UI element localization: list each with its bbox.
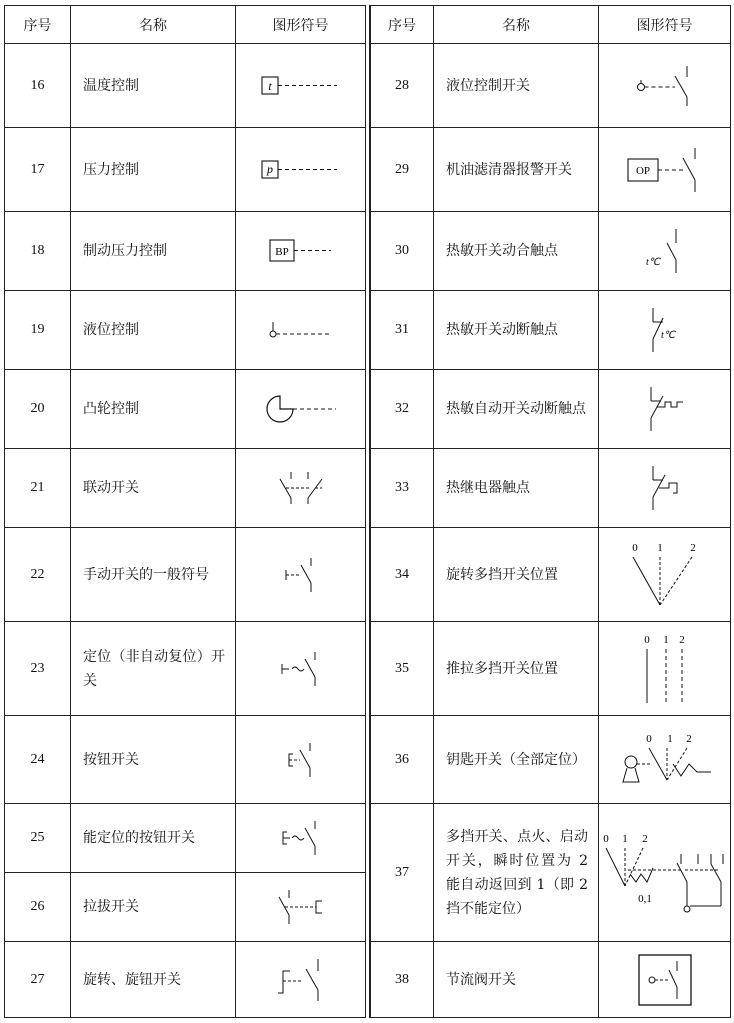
symbol-label: t℃ [645,257,660,268]
table-row [5,804,366,873]
row-number: 26 [5,873,71,942]
row-name: 能定位的按钮开关 [71,804,236,873]
table-row [5,291,366,370]
header-row [371,6,731,44]
position-label: 2 [678,633,685,646]
table-row [5,212,366,291]
row-number: 16 [5,44,71,128]
row-name: 多挡开关、点火、启动开关，瞬时位置为 2 能自动返回到 1（即 2 挡不能定位） [434,804,599,942]
row-name: 按钮开关 [71,716,236,804]
row-name: 凸轮控制 [71,370,236,449]
row-number: 25 [5,804,71,873]
table-row [371,622,731,716]
position-label: 1 [656,541,663,554]
thermal-nc-contact-icon [645,306,685,354]
row-number: 37 [371,804,434,942]
latching-push-button-icon [280,820,322,856]
row-name: 热继电器触点 [434,449,599,528]
row-number: 30 [371,212,434,291]
level-control-switch-icon [635,65,695,107]
throttle-valve-switch-icon [637,953,693,1007]
row-name: 机油滤清器报警开关 [434,128,599,212]
left-table [4,5,365,1018]
table-row [5,716,366,804]
table-row [371,528,731,622]
row-number: 20 [5,370,71,449]
table-row [371,804,731,942]
manual-switch-icon [284,557,318,593]
temperature-control-icon [261,75,341,97]
row-name: 推拉多挡开关位置 [434,622,599,716]
right-table [370,5,730,1018]
push-pull-multi-position-icon [642,633,688,705]
table-row [371,128,731,212]
position-label: 1 [666,732,673,745]
level-control-icon [268,320,334,340]
row-number: 38 [371,942,434,1018]
thermal-auto-nc-contact-icon [643,385,687,433]
thermal-no-contact-icon [645,227,685,275]
header-no: 序号 [5,6,71,44]
table-row [5,370,366,449]
row-number: 19 [5,291,71,370]
header-symbol: 图形符号 [236,6,366,44]
table-row [371,212,731,291]
ignition-switch-icon [603,830,727,916]
row-number: 17 [5,128,71,212]
position-label: 1 [621,832,628,845]
header-symbol: 图形符号 [599,6,731,44]
header-name: 名称 [71,6,236,44]
rotary-switch-icon [276,957,326,1003]
row-number: 21 [5,449,71,528]
row-name: 热敏自动开关动断触点 [434,370,599,449]
row-name: 旋转多挡开关位置 [434,528,599,622]
row-number: 23 [5,622,71,716]
rotary-multi-position-icon [630,541,700,609]
row-number: 34 [371,528,434,622]
pressure-control-icon [261,159,341,181]
row-number: 28 [371,44,434,128]
symbol-label: OP [635,164,650,177]
row-name: 钥匙开关（全部定位） [434,716,599,804]
header-row [5,6,366,44]
row-number: 22 [5,528,71,622]
table-row [5,128,366,212]
cam-control-icon [264,393,338,425]
position-label: 1 [662,633,669,646]
position-label: 0 [631,541,638,554]
position-label: 0 [645,732,652,745]
row-name: 压力控制 [71,128,236,212]
thermal-relay-contact-icon [645,464,685,512]
table-row [5,873,366,942]
row-number: 24 [5,716,71,804]
symbol-label: p [266,161,273,176]
row-name: 联动开关 [71,449,236,528]
symbol-label: BP [274,246,289,258]
row-name: 定位（非自动复位）开关 [71,622,236,716]
table-row [371,716,731,804]
row-number: 35 [371,622,434,716]
header-no: 序号 [371,6,434,44]
table-row [5,622,366,716]
brake-pressure-control-icon [269,239,333,263]
row-number: 27 [5,942,71,1018]
table-row [371,370,731,449]
push-button-switch-icon [286,742,316,778]
key-switch-icon [617,732,713,788]
position-label: 2 [641,832,648,845]
row-number: 33 [371,449,434,528]
position-label: 2 [685,732,692,745]
position-label: 0 [643,633,650,646]
table-row [5,528,366,622]
position-label: 0 [602,832,609,845]
row-name: 热敏开关动合触点 [434,212,599,291]
symbol-label: t℃ [660,330,675,341]
linked-switch-icon [278,471,324,505]
row-name: 手动开关的一般符号 [71,528,236,622]
position-label: 2 [689,541,696,554]
row-number: 31 [371,291,434,370]
row-name: 旋转、旋钮开关 [71,942,236,1018]
position-label: 0,1 [637,892,652,905]
row-name: 节流阀开关 [434,942,599,1018]
row-name: 制动压力控制 [71,212,236,291]
row-name: 温度控制 [71,44,236,128]
row-name: 拉拔开关 [71,873,236,942]
row-number: 32 [371,370,434,449]
oil-filter-alarm-switch-icon [627,146,703,194]
row-name: 液位控制 [71,291,236,370]
symbol-label: t [267,78,272,93]
table-row [371,942,731,1018]
row-number: 18 [5,212,71,291]
table-row [371,449,731,528]
row-number: 29 [371,128,434,212]
header-name: 名称 [434,6,599,44]
row-name: 热敏开关动断触点 [434,291,599,370]
pull-switch-icon [276,889,326,925]
maintained-position-switch-icon [280,651,322,687]
table-row [5,449,366,528]
table-row [371,44,731,128]
table-row [5,942,366,1018]
table-row [5,44,366,128]
row-number: 36 [371,716,434,804]
table-row [371,291,731,370]
row-name: 液位控制开关 [434,44,599,128]
